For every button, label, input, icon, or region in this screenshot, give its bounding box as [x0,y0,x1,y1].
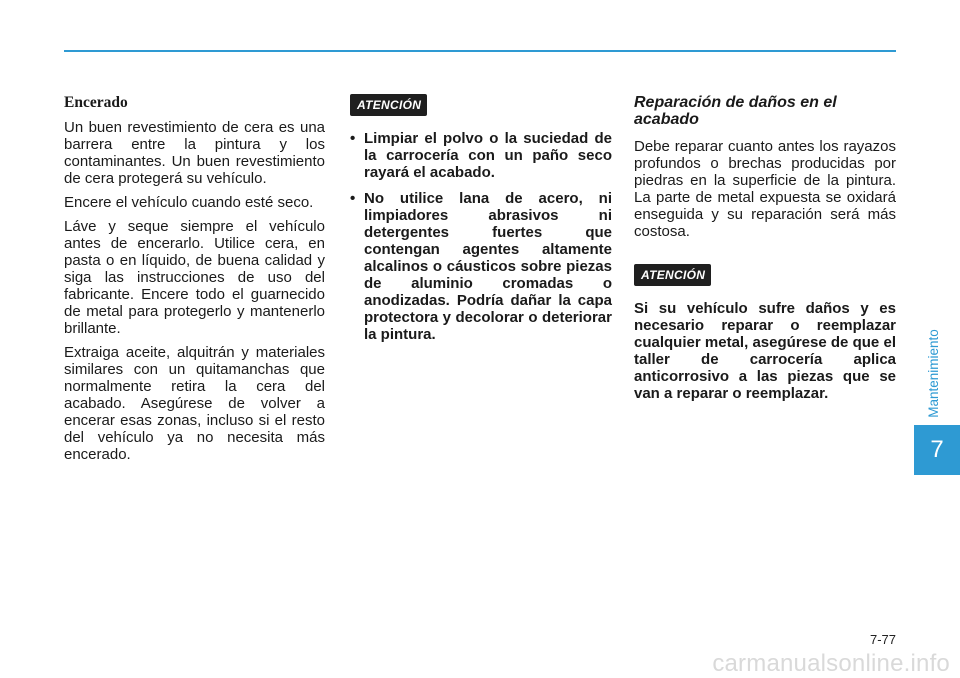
paragraph-3: Láve y seque siempre el vehículo antes de encerarlo. Utilice cera, en pasta o en líquido, de buena calidad y siga las instrucciones de uso del fabricante. Encere todo el guarnecido de metal para protegerlo y mantenerlo brillante. [64,218,325,337]
caution-badge: ATENCIÓN [350,94,427,116]
paragraph-1: Un buen revestimiento de cera es una barrera entre la pintura y los contaminantes. Un buen revestimiento de cera protegerá su vehículo. [64,119,325,187]
section-heading-waxing: Encerado [64,94,128,111]
caution-badge: ATENCIÓN [634,264,711,286]
repair-paragraph: Debe reparar cuanto antes los rayazos profundos o brechas producidas por piedras en la superficie de la pintura. La parte de metal expuesta se oxidará enseguida y su reparación será más costosa. [634,138,896,240]
page-number: 7-77 [869,632,896,647]
bullet-icon: • [350,130,356,147]
list-item-text: Limpiar el polvo o la suciedad de la carrocería con un paño seco rayará el acabado. [364,130,612,181]
caution-text: Si su vehículo sufre daños y es necesario reparar o reemplazar cualquier metal, asegúrese de que el taller de carrocería aplica anticorrosivo a las piezas que se van a reparar o reemplazar. [634,300,896,402]
caution-list [350,130,612,343]
header-rule [64,50,896,52]
caution-block [634,264,896,402]
column-repair [634,94,896,402]
column-waxing [64,94,325,470]
chapter-title: Mantenimiento [925,328,941,418]
chapter-number: 7 [930,436,944,463]
chapter-side-label [920,325,946,421]
list-item [350,130,612,181]
list-item [350,190,612,343]
bullet-icon: • [350,190,356,207]
paragraph-4: Extraiga aceite, alquitrán y materiales similares con un quitamanchas que normalmente retira la cera del acabado. Asegúrese de volver a encerar esas zonas, incluso si el resto del vehículo ya no necesita más encerado. [64,344,325,463]
section-heading-repair: Reparación de daños en el acabado [634,94,837,128]
watermark: carmanualsonline.info [712,650,950,677]
paragraph-2: Encere el vehículo cuando esté seco. [64,194,314,211]
chapter-tab [914,425,960,475]
column-caution [350,94,612,352]
list-item-text: No utilice lana de acero, ni limpiadores abrasivos ni detergentes fuertes que contengan agentes altamente alcalinos o cáusticos sobre piezas de aluminio cromadas o anodizadas. Podría dañar la capa protectora y decolorar o deteriorar la pintura. [364,190,612,343]
